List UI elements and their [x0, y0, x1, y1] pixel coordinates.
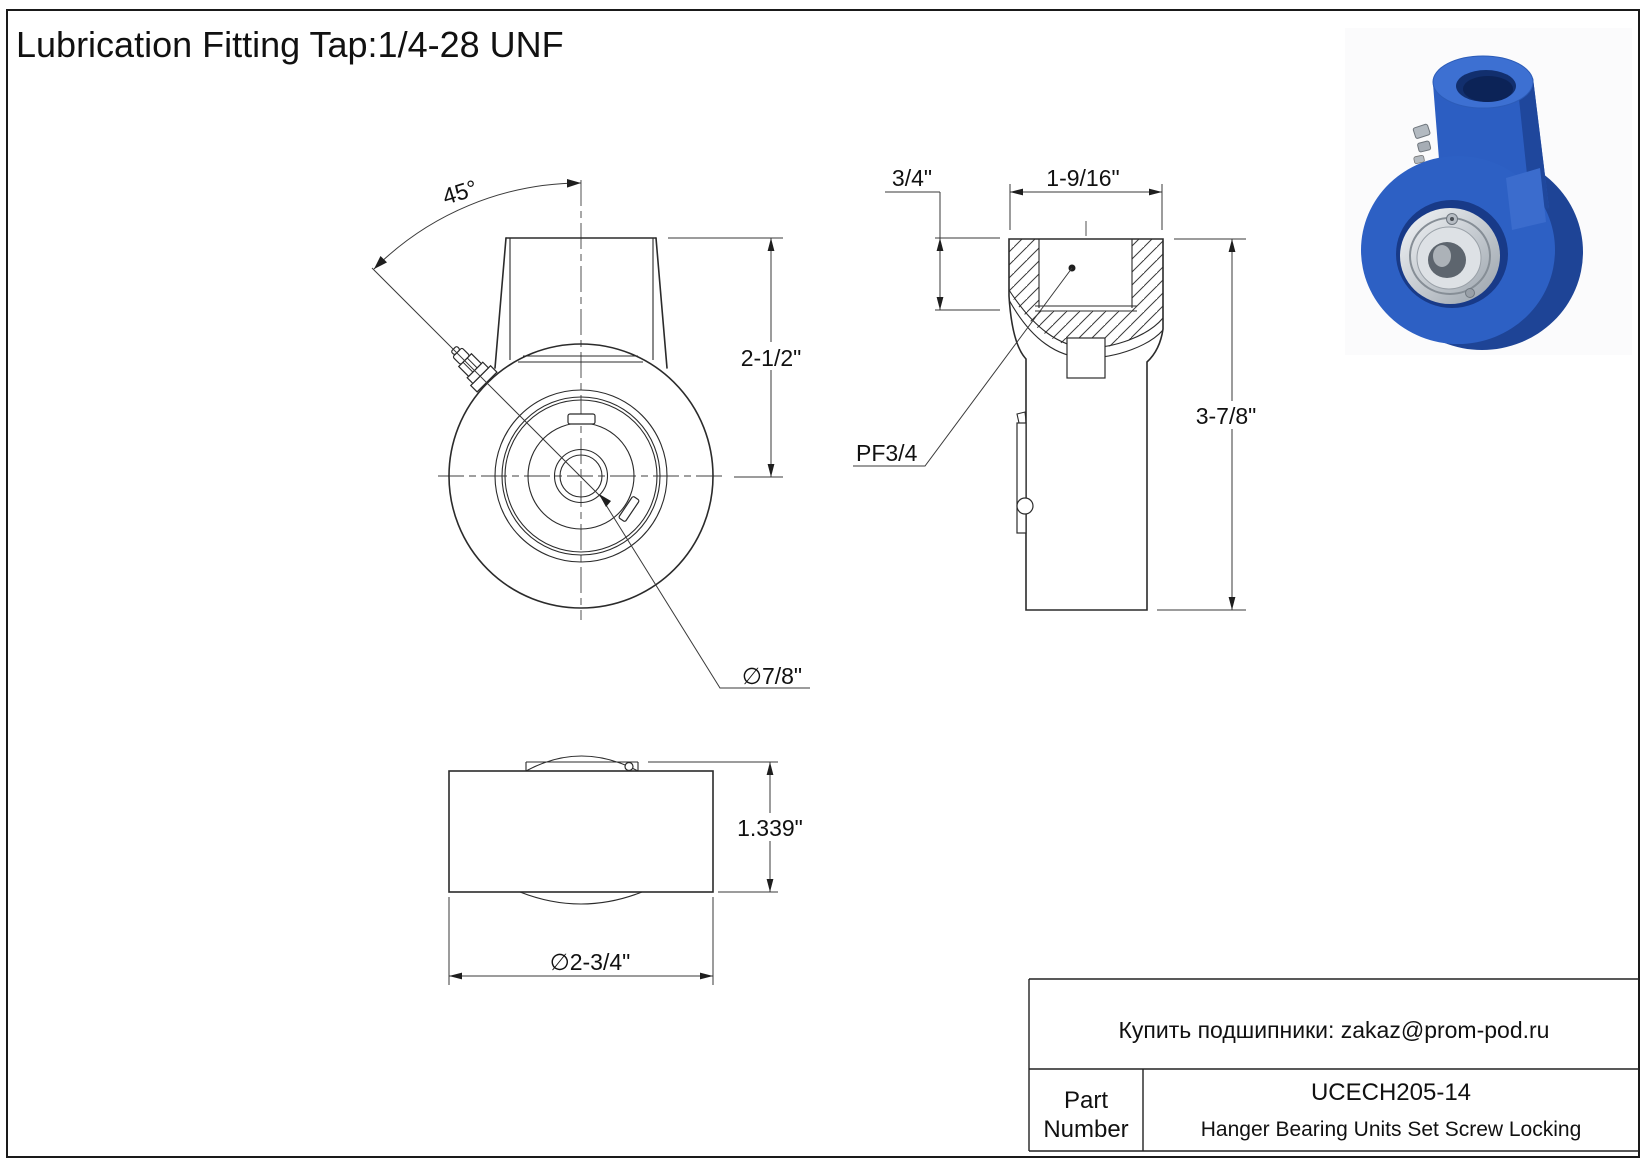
part-label-line1: Part — [1063, 1087, 1109, 1114]
height-dim-label: 2-1/2" — [740, 345, 802, 371]
inner-ring-section — [1067, 338, 1105, 378]
contact-text: Купить подшипники: zakaz@prom-pod.ru — [1118, 1017, 1550, 1043]
top-width-dim-label: 1-9/16" — [1046, 165, 1120, 191]
boss-notch — [1506, 168, 1546, 230]
ring-height-dim-label: 1.339" — [737, 815, 803, 841]
bottom-view — [449, 756, 804, 985]
title-block — [1029, 979, 1639, 1151]
side-section-view — [853, 165, 1256, 610]
overall-height-dim-label: 3-7/8" — [1195, 403, 1257, 429]
setscrew-top — [625, 763, 633, 771]
sheet-title: Lubrication Fitting Tap:1/4-28 UNF — [16, 24, 564, 65]
outer-diameter-dim-label: ∅2-3/4" — [549, 949, 631, 975]
collar-side — [1017, 423, 1026, 533]
lube-groove-tab — [568, 414, 595, 424]
angle-dim-label: 45° — [439, 174, 481, 210]
grease-fitting — [444, 339, 497, 392]
thread-spec-label: PF3/4 — [856, 440, 918, 466]
thread-depth-dim-label: 3/4" — [891, 165, 933, 191]
setscrew-side — [1017, 498, 1033, 514]
tapped-hole — [1039, 239, 1132, 308]
front-view — [372, 175, 810, 689]
bore-dim-label: ∅7/8" — [741, 663, 803, 689]
product-render-3d — [1345, 28, 1632, 355]
bore-leader-line — [372, 268, 810, 688]
setscrew-slot — [618, 496, 639, 522]
part-description-text: Hanger Bearing Units Set Screw Locking — [1200, 1118, 1582, 1141]
ring-rectangle — [449, 771, 713, 892]
part-number-text: UCECH205-14 — [1310, 1079, 1472, 1106]
bore-leader-arrow — [599, 494, 611, 507]
part-label-line2: Number — [1043, 1116, 1129, 1143]
render-setscrew-2 — [1466, 289, 1475, 298]
